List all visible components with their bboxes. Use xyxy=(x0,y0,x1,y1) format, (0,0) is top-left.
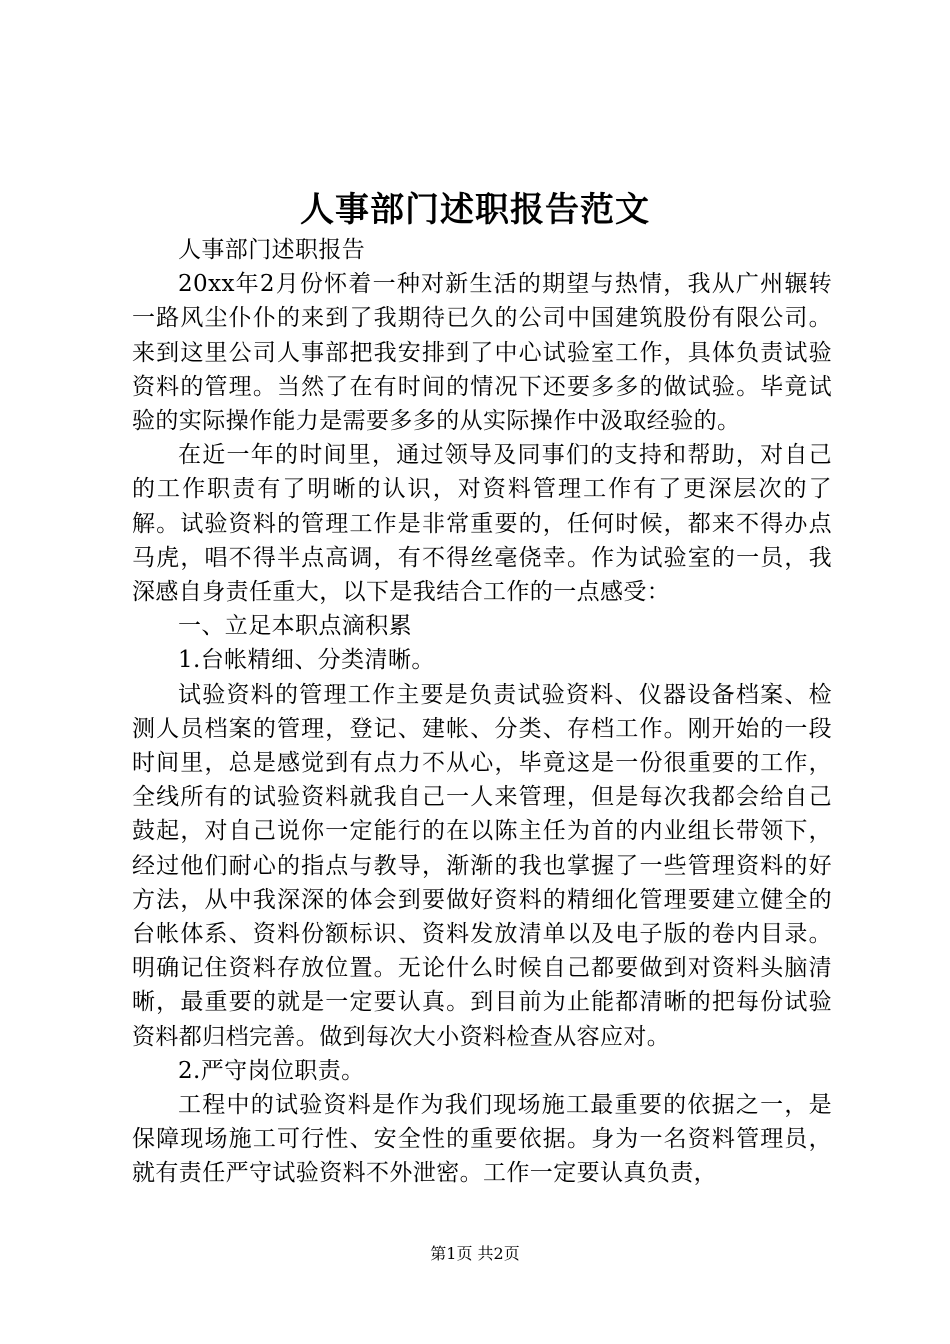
paragraph: 试验资料的管理工作主要是负责试验资料、仪器设备档案、检测人员档案的管理，登记、建帐、分类、存档工作。刚开始的一段时间里，总是感觉到有点力不从心，毕竟这是一份很重要的工作，全线所有的试验资料就我自己一人来管理，但是每次我都会给自己鼓起，对自己说你一定能行的在以陈主任为首的内业组长带领下，经过他们耐心的指点与教导，渐渐的我也掌握了一些管理资料的好方法，从中我深深的体会到要做好资料的精细化管理要建立健全的台帐体系、资料份额标识、资料发放清单以及电子版的卷内目录。明确记住资料存放位置。无论什么时候自己都要做到对资料头脑清晰，最重要的就是一定要认真。到目前为止能都清晰的把每份试验资料都归档完善。做到每次大小资料检查从容应对。 xyxy=(132,681,832,1050)
paragraph: 工程中的试验资料是作为我们现场施工最重要的依据之一，是保障现场施工可行性、安全性的重要依据。身为一名资料管理员，就有责任严守试验资料不外泄密。工作一定要认真负责， xyxy=(132,1092,832,1187)
page-footer: 第1页 共2页 xyxy=(430,1244,520,1263)
document-body xyxy=(132,233,832,1191)
subsection-heading: 2.严守岗位职责。 xyxy=(178,1057,365,1084)
section-heading: 一、立足本职点滴积累 xyxy=(178,613,412,640)
paragraph: 20xx年2月份怀着一种对新生活的期望与热情，我从广州辗转一路风尘仆仆的来到了我期待已久的公司中国建筑股份有限公司。来到这里公司人事部把我安排到了中心试验室工作，具体负责试验资料的管理。当然了在有时间的情况下还要多多的做试验。毕竟试验的实际操作能力是需要多多的从实际操作中汲取经验的。 xyxy=(132,271,832,435)
paragraph: 在近一年的时间里，通过领导及同事们的支持和帮助，对自己的工作职责有了明晰的认识，对资料管理工作有了更深层次的了解。试验资料的管理工作是非常重要的，任何时候，都来不得办点马虎，唱不得半点高调，有不得丝毫侥幸。作为试验室的一员，我深感自身责任重大，以下是我结合工作的一点感受： xyxy=(132,442,832,606)
paragraph-subtitle: 人事部门述职报告 xyxy=(178,237,366,263)
document-title: 人事部门述职报告范文 xyxy=(300,190,650,230)
subsection-heading: 1.台帐精细、分类清晰。 xyxy=(178,647,435,674)
